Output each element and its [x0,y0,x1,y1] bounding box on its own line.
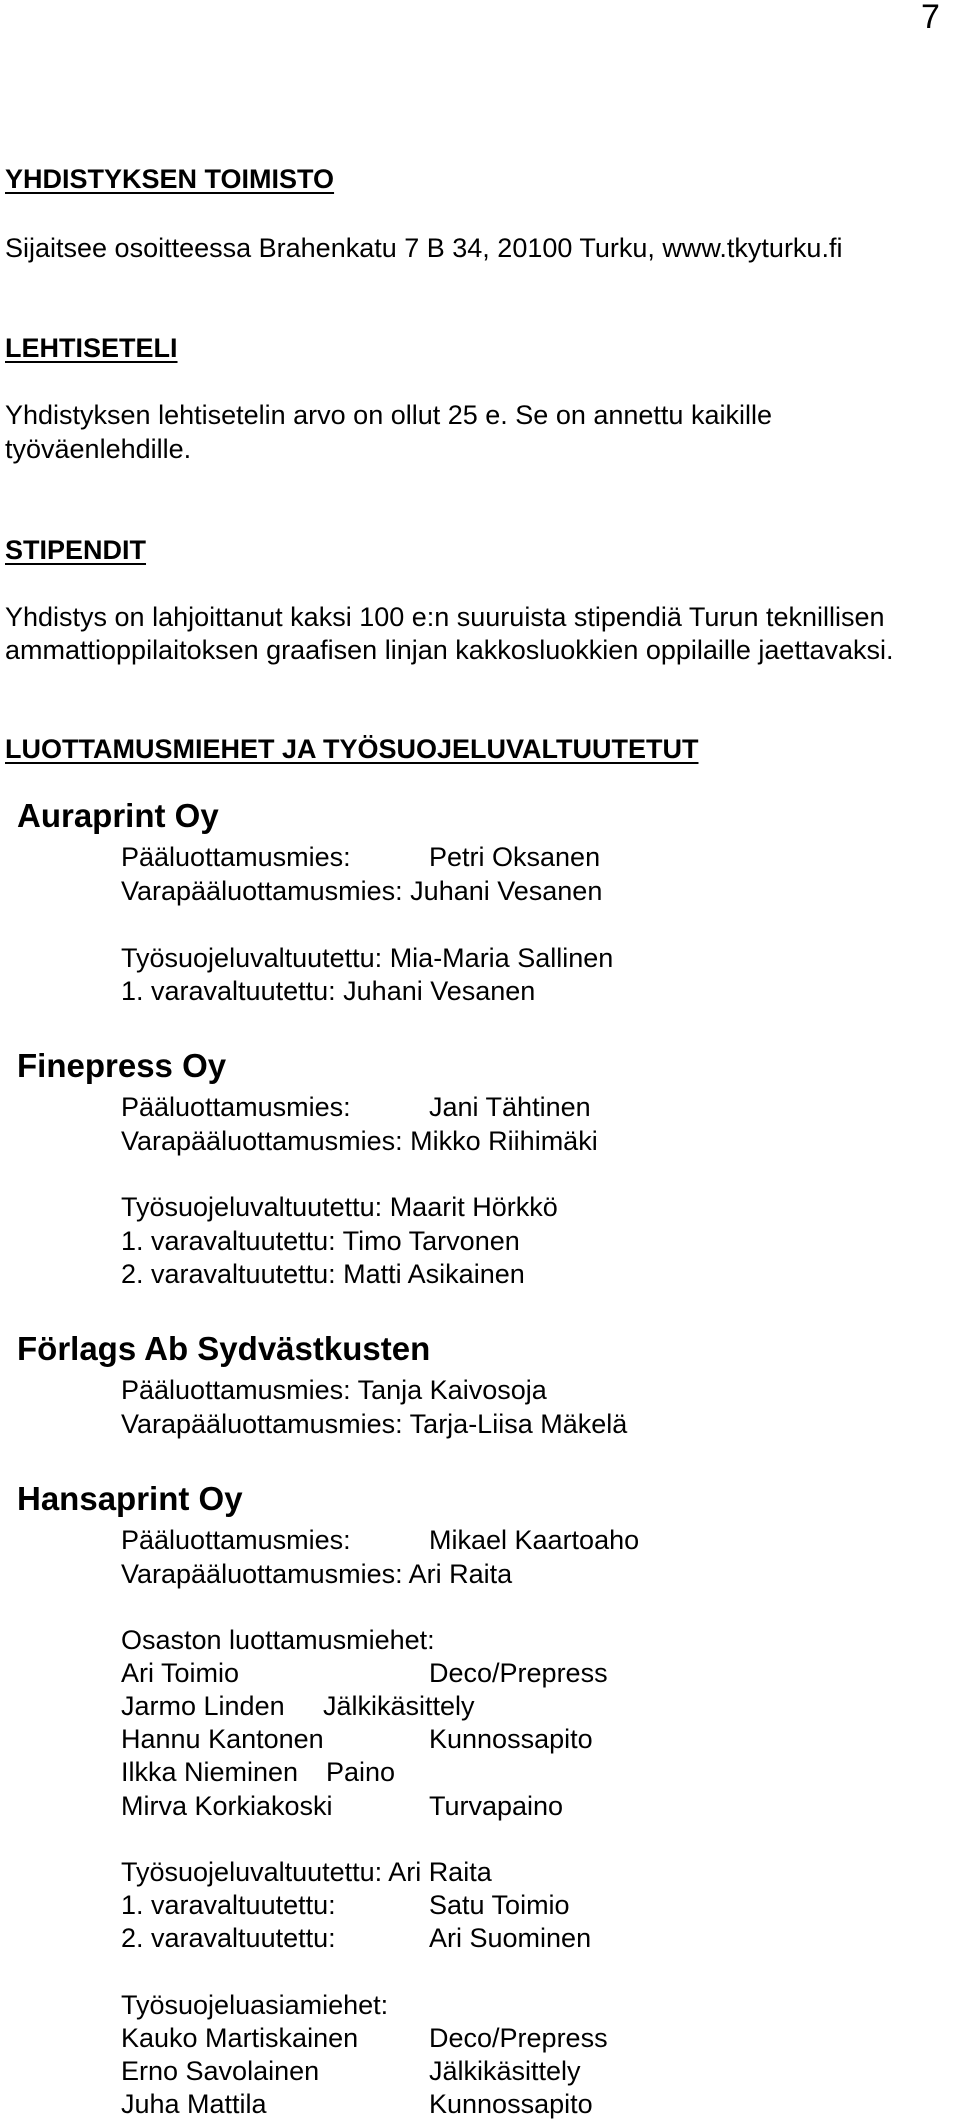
department-rep-row [121,1789,564,1823]
rep-dept: Turvapaino [429,1791,564,1821]
department-rep-row [121,1755,396,1789]
scholarships-heading: STIPENDIT [5,535,147,565]
row-label: Työsuojeluvaltuutettu: [121,1192,383,1222]
row-label: Pääluottamusmies: [121,1092,351,1122]
agent-name: Erno Savolainen [121,2056,320,2086]
row-value: Maarit Hörkkö [389,1192,558,1222]
department-rep-row [121,1656,608,1690]
row-value: Juhani Vesanen [343,976,536,1006]
safety-agent-row [121,2054,581,2088]
row-value: Mia-Maria Sallinen [389,943,614,973]
rep-name: Ari Toimio [121,1658,240,1688]
row-label: 1. varavaltuutettu: [121,1890,336,1920]
safety-agent-row [121,2087,593,2121]
agent-dept: Deco/Prepress [429,2023,608,2053]
rep-name: Mirva Korkiakoski [121,1791,333,1821]
company-forlags: Förlags Ab Sydvästkusten [17,1330,431,1367]
rep-name: Ilkka Nieminen [121,1757,299,1787]
finepress-row [121,1090,591,1124]
row-label: Työsuojeluvaltuutettu: [121,943,383,973]
rep-dept: Kunnossapito [429,1724,593,1754]
auraprint-row [121,941,613,975]
row-label: Pääluottamusmies: [121,1525,351,1555]
hansaprint-row [121,1557,512,1591]
page-number: 7 [921,0,940,36]
forlags-row [121,1373,547,1407]
department-rep-row [121,1689,475,1723]
rep-dept: Deco/Prepress [429,1658,608,1688]
row-value: Mikko Riihimäki [410,1126,598,1156]
hansaprint-safety-row [121,1855,492,1889]
scholarships-line-1: Yhdistys on lahjoittanut kaksi 100 e:n suuruista stipendiä Turun teknillisen [5,602,885,632]
rep-name: Jarmo Linden [121,1691,285,1721]
row-value: Satu Toimio [429,1890,570,1920]
row-value: Tanja Kaivosoja [357,1375,547,1405]
finepress-row [121,1224,520,1258]
rep-dept: Paino [326,1757,396,1787]
auraprint-row [121,840,601,874]
row-label: 2. varavaltuutettu: [121,1259,336,1289]
company-hansaprint: Hansaprint Oy [17,1480,243,1517]
hansaprint-safety-row [121,1921,592,1955]
row-label: 1. varavaltuutettu: [121,976,336,1006]
newspaper-line-1: Yhdistyksen lehtisetelin arvo on ollut 25 e. Se on annettu kaikille [5,400,772,430]
row-value: Juhani Vesanen [410,876,603,906]
agent-dept: Jälkikäsittely [429,2056,581,2086]
scholarships-line-2: ammattioppilaitoksen graafisen linjan kakkosluokkien oppilaille jaettavaksi. [5,635,894,665]
agent-dept: Kunnossapito [429,2089,593,2119]
newspaper-heading: LEHTISETELI [5,333,178,363]
row-value: Jani Tähtinen [429,1092,591,1122]
row-value: Ari Raita [388,1857,492,1887]
row-value: Petri Oksanen [429,842,601,872]
row-value: Ari Suominen [429,1923,592,1953]
row-value: Timo Tarvonen [342,1226,520,1256]
hansaprint-row [121,1523,640,1557]
row-label: 1. varavaltuutettu: [121,1226,336,1256]
safety-agent-row [121,2021,608,2055]
safety-agents-heading: Työsuojeluasiamiehet: [121,1990,389,2020]
department-reps-heading: Osaston luottamusmiehet: [121,1625,435,1655]
row-label: Varapääluottamusmies: [121,1559,403,1589]
rep-dept: Jälkikäsittely [323,1691,475,1721]
row-value: Matti Asikainen [343,1259,525,1289]
row-value: Tarja-Liisa Mäkelä [409,1409,628,1439]
row-label: Varapääluottamusmies: [121,1126,403,1156]
row-label: Työsuojeluvaltuutettu: [121,1857,383,1887]
company-finepress: Finepress Oy [17,1047,227,1084]
row-label: Varapääluottamusmies: [121,876,403,906]
agent-name: Juha Mattila [121,2089,267,2119]
row-value: Ari Raita [408,1559,513,1589]
row-label: Pääluottamusmies: [121,1375,351,1405]
finepress-row [121,1190,558,1224]
agent-name: Kauko Martiskainen [121,2023,359,2053]
row-value: Mikael Kaartoaho [429,1525,640,1555]
rep-name: Hannu Kantonen [121,1724,324,1754]
department-rep-row [121,1722,593,1756]
office-text: Sijaitsee osoitteessa Brahenkatu 7 B 34, 20100 Turku, www.tkyturku.fi [5,233,843,263]
auraprint-row [121,874,602,908]
auraprint-row [121,974,535,1008]
newspaper-line-2: työväenlehdille. [5,434,192,464]
office-heading: YHDISTYKSEN TOIMISTO [5,164,335,194]
hansaprint-safety-row [121,1888,570,1922]
finepress-row [121,1124,598,1158]
representatives-heading: LUOTTAMUSMIEHET JA TYÖSUOJELUVALTUUTETUT [5,734,699,764]
row-label: Pääluottamusmies: [121,842,351,872]
finepress-row [121,1257,525,1291]
row-label: 2. varavaltuutettu: [121,1923,336,1953]
row-label: Varapääluottamusmies: [121,1409,403,1439]
forlags-row [121,1407,627,1441]
company-auraprint: Auraprint Oy [17,797,219,834]
